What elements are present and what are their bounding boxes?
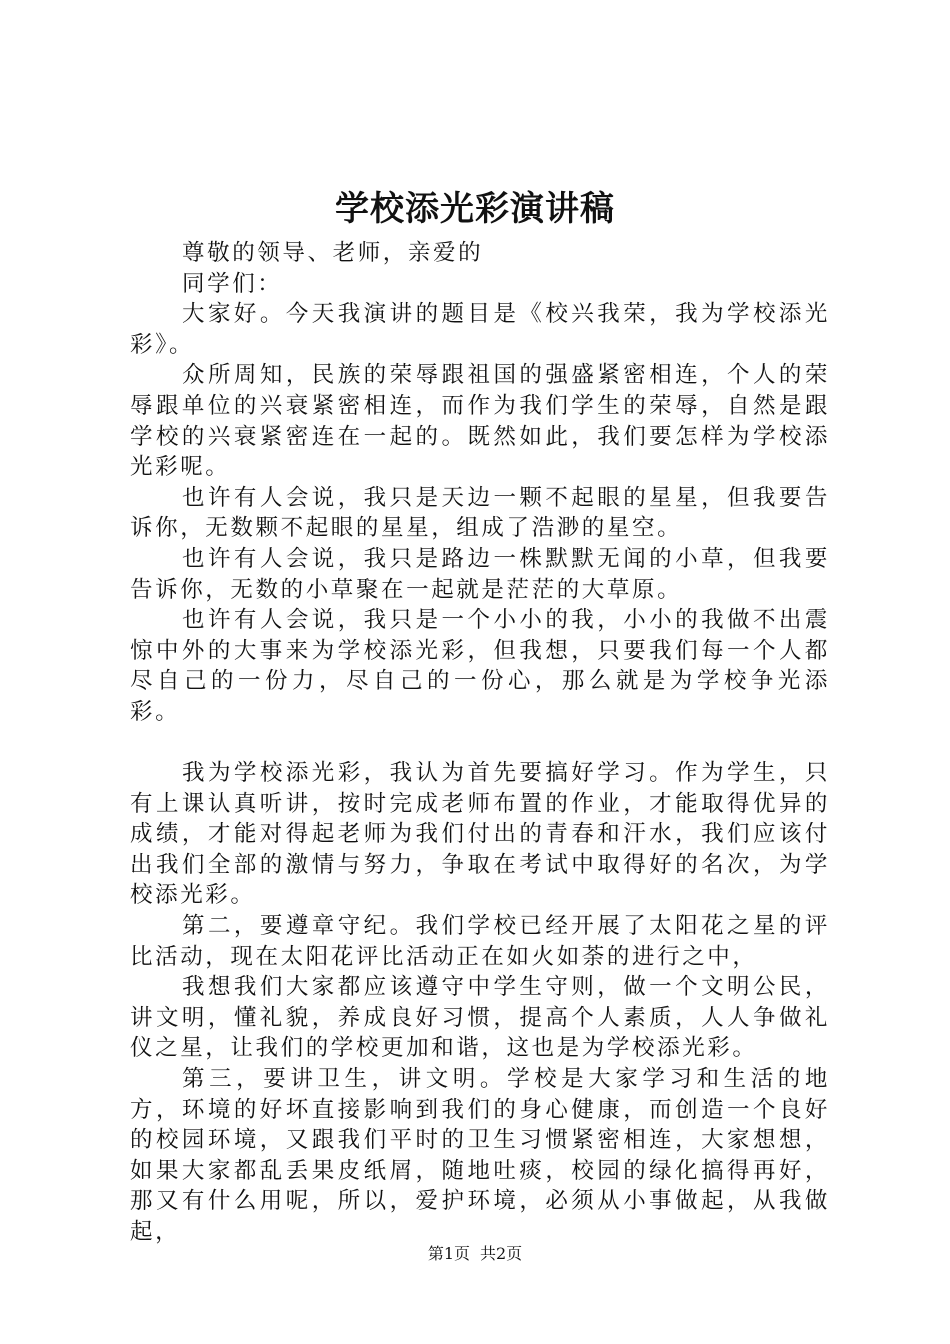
paragraph-grass: 也许有人会说，我只是路边一株默默无闻的小草，但我要告诉你，无数的小草聚在一起就是茫茫的大草原。 <box>130 545 830 603</box>
paragraph-discipline: 第二，要遵章守纪。我们学校已经开展了太阳花之星的评比活动，现在太阳花评比活动正在如火如荼的进行之中， <box>130 913 830 970</box>
document-body <box>130 238 830 1248</box>
page-number-current: 第1页 <box>427 1244 470 1263</box>
paragraph-study: 我为学校添光彩，我认为首先要搞好学习。作为学生，只有上课认真听讲，按时完成老师布置的作业，才能取得优异的成绩，才能对得起老师为我们付出的青春和汗水，我们应该付出我们全部的激情与努力，争取在考试中取得好的名次，为学校添光彩。 <box>130 760 830 909</box>
paragraph-hygiene: 第三，要讲卫生，讲文明。学校是大家学习和生活的地方，环境的好坏直接影响到我们的身心健康，而创造一个良好的校园环境，又跟我们平时的卫生习惯紧密相连，大家想想，如果大家都乱丢果皮纸屑，随地吐痰，校园的绿化搞得再好，那又有什么用呢，所以，爱护环境，必须从小事做起，从我做起， <box>130 1066 830 1245</box>
paragraph-spacer <box>130 728 830 759</box>
page-footer <box>0 1243 950 1265</box>
paragraph-civility: 我想我们大家都应该遵守中学生守则，做一个文明公民，讲文明，懂礼貌，养成良好习惯，提高个人素质，人人争做礼仪之星，让我们的学校更加和谐，这也是为学校添光彩。 <box>130 974 830 1062</box>
paragraph-stars: 也许有人会说，我只是天边一颗不起眼的星星，但我要告诉你，无数颗不起眼的星星，组成了浩渺的星空。 <box>130 484 830 542</box>
paragraph-salutation: 尊敬的领导、老师，亲爱的 <box>182 240 484 266</box>
document-title: 学校添光彩演讲稿 <box>335 189 615 229</box>
paragraph-salutation-cont: 同学们： <box>182 270 283 297</box>
paragraph-intro: 众所周知，民族的荣辱跟祖国的强盛紧密相连，个人的荣辱跟单位的兴衰紧密相连，而作为我们学生的荣辱，自然是跟学校的兴衰紧密连在一起的。既然如此，我们要怎样为学校添光彩呢。 <box>130 362 830 481</box>
paragraph-small-me: 也许有人会说，我只是一个小小的我，小小的我做不出震惊中外的大事来为学校添光彩，但我想，只要我们每一个人都尽自己的一份力，尽自己的一份心，那么就是为学校争光添彩。 <box>130 607 830 725</box>
page-number-total: 共2页 <box>480 1244 523 1263</box>
paragraph-greeting: 大家好。今天我演讲的题目是《校兴我荣，我为学校添光彩》。 <box>130 301 830 358</box>
